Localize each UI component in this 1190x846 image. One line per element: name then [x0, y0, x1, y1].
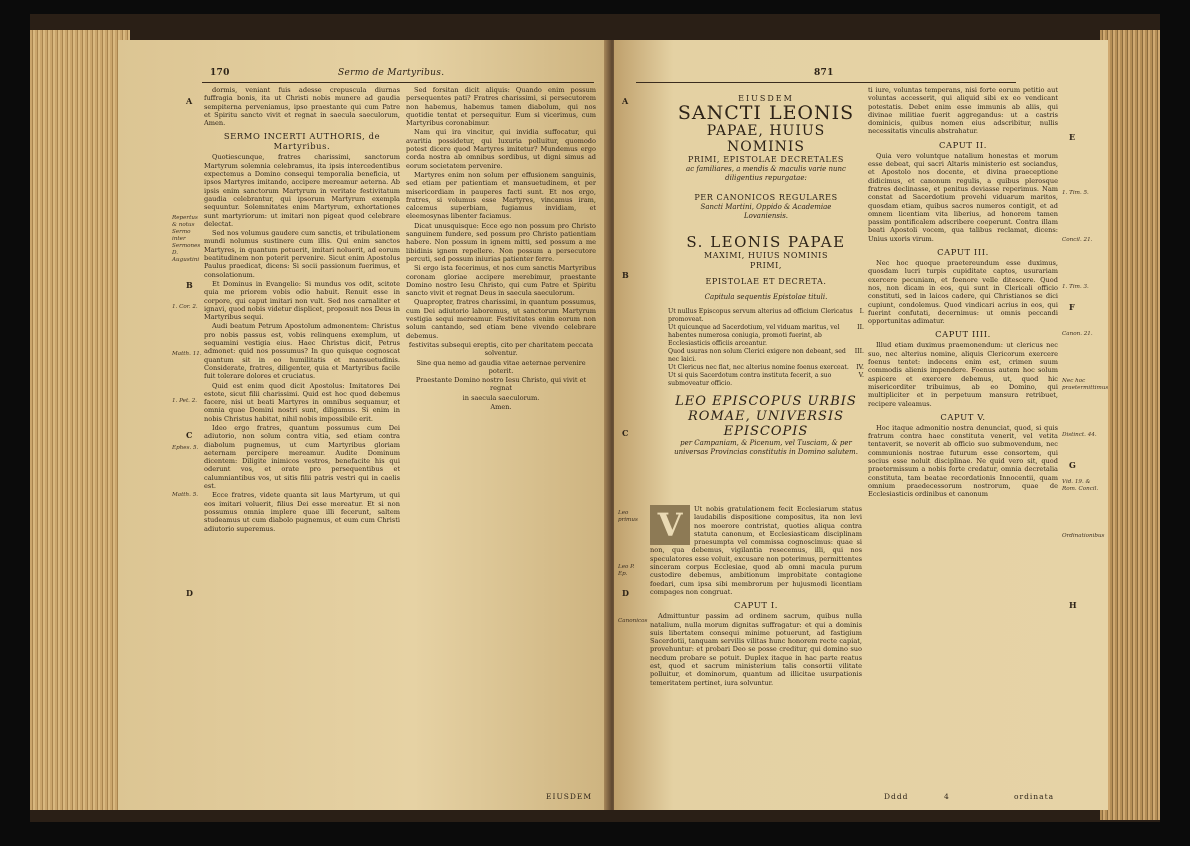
right-page [614, 40, 1108, 810]
paragraph: Martyres enim non solum per effusionem sanguinis, sed etiam per patientiam et mansuetudinem, et per misericordiam in pauperes facti sunt. Et nos ergo, fratres, si volumus esse Martyres, vincamus iram, calcemus superbiam, fugiamus invidiam, et eleemosynas libenter faciamus. [406, 170, 596, 221]
title-sancti-martini: Sancti Martini, Oppido & Academiae [700, 203, 832, 211]
margin-note: Matth. 5. [172, 492, 199, 498]
sermon-heading: SERMO INCERTI AUTHORIS, de Martyribus. [223, 131, 381, 152]
title-repurgatae: diligentius repurgatae: [725, 174, 807, 182]
title-s-leonis-papae: S. LEONIS PAPAE [686, 233, 846, 251]
margin-letter: G [1069, 460, 1076, 470]
paragraph: Si ergo ista fecerimus, et nos cum sanctis Martyribus coronam gloriae accipere merebimur, praestante Domino nostro Iesu Christo, qui cum Patre et Spiritu sancto vivit et regnat Deus in saecula saeculorum. [406, 264, 596, 298]
paragraph: Quapropter, fratres charissimi, in quantum possumus, cum Dei adiutorio laboremus, ut sanctorum Martyrum vestigia sequi mereamur. Festivitates enim eorum non solum cantando, sed etiam bene vivendo celebrare debemus. [406, 298, 596, 340]
margin-letter: C [622, 428, 629, 438]
closing-line: festivitas subsequi ereptis, cito per charitatem peccata solventur. [408, 340, 594, 358]
margin-note: Canon. 21. [1062, 331, 1093, 337]
paragraph: Nam qui ira vincitur, qui invidia suffocatur, qui avaritia possidetur, qui luxuria polluitur, quomodo potest dicere quod Martyres imitetur? Mundemus ergo corda nostra ab omnibus sordibus, ut digni simus ad eorum societatem pervenire. [406, 128, 596, 170]
leo-episcopus-heading: LEO EPISCOPUS URBIS ROMAE, UNIVERSIS EPISCOPIS [675, 394, 857, 439]
paragraph: Ideo ergo fratres, quantum possumus cum Dei adiutorio, non solum contra vitia, sed etiam contra diabolum pugnemus, ut cum Martyribus gloriam aeternam percipere mereamur. Audite Dominum dicentem: Diligite inimicos vestros, benefacite his qui oderunt vos, et orate pro persequentibus et calumniantibus vos, ut sitis filii patris vestri qui in caelis est. [204, 423, 400, 491]
paragraph: ti iure, voluntas temperans, nisi forte eorum petitio aut voluntas accesserit, qui aliquid sibi ex eo vendicant potestatis. Debet enim esse immunis ab aliis, qui divinae militiae fuerit aggregandus: ut a castris dominicis, quibus nomen eius adscribitur, nullis necessitatis vinculis abstrahatur. [868, 86, 1058, 136]
margin-letter: E [1069, 132, 1076, 142]
margin-note: Canonicos [618, 618, 648, 624]
paragraph: Admittuntur passim ad ordinem sacrum, quibus nulla natalium, nulla morum dignitas suffragatur: et qui a dominis suis libertatem consequi minime potuerunt, ad fastigium Sacerdotii, tanquam servilis vilitas hunc honorem recte capiat, provehuntur: et probari Deo se posse creditur, qui domino suo necdum probare se potuit. Duplex itaque in hac parte reatus est, quod et sacrum ministerium talis consortii vilitate polluitur, et dominorum, quantum ad illicitae usurpationis temeritatem pertinet, iura solvuntur. [650, 612, 862, 687]
margin-note: 1. Cor. 2. [172, 304, 198, 310]
leo-salutation: per Campaniam, & Picenum, vel Tusciam, & per universas Provincias constitutis in Domino salutem. [674, 439, 858, 456]
margin-note: 1. Tim. 3. [1062, 284, 1089, 290]
closing-line: Sine qua nemo ad gaudia vitae aeternae pervenire poterit. [416, 358, 586, 375]
title-maximi: MAXIMI, HUIUS NOMINIS [703, 251, 829, 260]
head-rule [202, 82, 594, 83]
margin-note: Distinct. 44. [1062, 432, 1097, 438]
margin-letter: B [622, 270, 629, 280]
closing-line: in saecula saeculorum. [462, 393, 540, 402]
left-running-head: Sermo de Martyribus. [338, 68, 445, 78]
decorated-initial-v: V [650, 505, 690, 545]
margin-letter: B [186, 280, 193, 290]
paragraph: Ut nobis gratulationem fecit Ecclesiarum status laudabilis dispositione compositus, ita non levi nos moerore contristat, quoties aliqua contra statuta canonum, et Ecclesiasticam disciplinam praesumpta vel commissa cognoscimus: quae si non, qua debemus, vigilantia resecemus, illi, qui nos speculatores esse voluit, excusare non poterimus, permittentes sinceram corpus Ecclesiae, quod ab omni macula purum custodire debemus, ambitionum improbitate contagione foedari, cum ipsa sibi membrorum per hujusmodi licentiam compages non congruat. [650, 505, 862, 596]
title-canonicos: PER CANONICOS REGULARES [694, 193, 838, 202]
margin-note: 1. Tim. 5. [1062, 190, 1089, 196]
chapter-heading: CAPUT V. [940, 411, 986, 422]
paragraph: Sed forsitan dicit aliquis: Quando enim possum persequentes pati? Fratres charissimi, si persecutorem non habemus, habemus tamen diabolum, qui nos quotidie tentat et persequitur. Eum si vicerimus, cum Martyribus coronabimur. [406, 86, 596, 128]
margin-note: 1. Pet. 2. [172, 398, 198, 404]
left-column-2 [406, 86, 596, 766]
margin-note: Leo primus [618, 510, 638, 523]
capitula-heading: Capitula sequentis Epistolae tituli. [704, 293, 828, 301]
paragraph: Et Dominus in Evangelio: Si mundus vos odit, scitote quia me priorem vobis odio habuit. Renuit esse in corpore, qui caput imitari non vult. Sed nos carnaliter et ignavi, quod nobis videtur displicet, proposuit nos Deus in Martyribus sequi. [204, 279, 400, 322]
right-page-edges [1100, 30, 1160, 820]
title-lovaniensis: Lovaniensis. [743, 212, 789, 220]
capitula-list [668, 308, 864, 388]
right-outer-margin-notes [1062, 190, 1108, 580]
chapter-heading: CAPUT IIII. [935, 329, 991, 340]
paragraph: Sed nos volumus gaudere cum sanctis, et tribulationem mundi nolumus sustinere cum illis. Qui enim sanctos Martyres, in quantum potuerit, imitari noluerit, ad eorum beatitudinem non poterit pervenire. Sicut enim Apostolus Paulus praedicat, dicens: Si socii passionum fuerimus, et consolationum. [204, 229, 400, 279]
margin-note: Ordinationibus [1062, 533, 1105, 539]
paragraph: dormis, veniant fuis adesse crepuscula diurnas fuffragia bonis, ita ut Christi nobis munere ad gaudia sempiterna perveniamus, ipso praestante qui cum Patre et Spiritu sancto vivit et regnat in saecula saeculorum, Amen. [204, 86, 400, 128]
title-eiusdem: EIUSDEM [738, 94, 794, 103]
left-margin-notes [172, 215, 204, 539]
title-block [668, 94, 864, 457]
chapter-heading: CAPUT III. [937, 247, 989, 258]
left-page [118, 40, 610, 810]
capitula-item: Quod usuras non solum Clerici exigere non debeant, sed nec laici. III. [668, 348, 864, 363]
margin-letter: A [622, 96, 629, 106]
closing-line: Praestante Domino nostro Iesu Christo, qui vivit et regnat [415, 376, 587, 393]
margin-letter: D [622, 588, 629, 598]
title-familiares: ac familiares, a mendis & maculis varie nunc [686, 165, 846, 173]
paragraph: Hoc itaque admonitio nostra denunciat, quod, si quis fratrum contra haec constituta venerit, vel vetita tentaverit, se noverit ab officio suo submovendum, nec communionis nostrae futurum esse consortem, qui socius esse noluit disciplinae. Ne quid vero sit, quod praetermissum a nobis forte credatur, omnia decretalia constituta, tam beatae recordationis Innocentii, quam omnium praedecessorum nostrorum, quae de Ecclesiasticis ordinibus et canonum [868, 423, 1058, 499]
signature-mark: Dddd [884, 792, 909, 801]
paragraph: Illud etiam duximus praemonendum: ut clericus nec suo, nec alterius nomine, aliquis Clericorum exercere foenus tentet: indecens enim est, crimen suum commodis alienis impendere. Foenus autem hoc solum aspicere et exercere debemus, ut, quod hic misericorditer tribuimus, ab eo Domino, qui multipliciter et in perpetuum mansura retribuet, recipere valeamus. [868, 341, 1058, 408]
left-folio: 170 [210, 68, 230, 78]
paragraph: Audi beatum Petrum Apostolum admonentem: Christus pro nobis passus est, vobis relinquens exemplum, ut sequamini vestigia eius. Haec Christus dicit, Petrus admonet: quid nos possumus? In quo quisque cognoscat quantum sit in eo humilitatis et mansuetudinis. Considerate, fratres, diligenter, quia et Martyribus facile fuit tolerare dolores et cruciatus. [204, 322, 400, 381]
title-sancti-leonis: SANCTI LEONIS [677, 102, 855, 124]
capitula-item: Ut Clericus nec fiat, nec alterius nomine foenus exerceat. IV. [668, 364, 864, 371]
left-catchword: EIUSDEM [546, 792, 593, 801]
right-folio: 871 [814, 68, 834, 78]
margin-letter: F [1069, 302, 1075, 312]
margin-note: Concil. 21. [1062, 237, 1093, 243]
closing-amen: Amen. [490, 402, 512, 411]
margin-note: Ephes. 5. [172, 445, 199, 451]
paragraph: Quotiescunque, fratres charissimi, sanctorum Martyrum solemnia celebramus, ita ipsis intercedentibus expectemus a Domino consequi temporalia beneficia, ut ipsos Martyres imitando, accipere mereamur aeterna. Ab ipsis enim sanctorum Martyrum in veritate festivitatum gaudia celebrantur, qui ipsorum Martyrum exempla sequuntur. Solemnitates enim Martyrum, exhortationes sunt martyriorum: ut imitari non pigeat quod celebrare delectat. [204, 153, 400, 228]
capitula-item: Ut quicunque ad Sacerdotium, vel viduam maritus, vel habentes numerosa coniugia, promoti fuerint, ab Ecclesiasticis officiis arceantur. II. [668, 324, 864, 347]
paragraph: Nec hoc quoque praetereundum esse duximus, quosdam lucri turpis cupiditate captos, usurariam exercere pecuniam, et foenore velle ditescere. Quod nos, non dicam in eos, qui sunt in Clericali officio constituti, sed in laicos cadere, qui Christianos se dici cupiunt, condolemus. Quod vindicari acrius in eos, qui fuerint confutati, decernimus: ut omnis peccandi opportunitas adimatur. [868, 259, 1058, 326]
chapter-heading: CAPUT I. [733, 600, 779, 611]
title-papae: PAPAE, HUIUS NOMINIS [706, 123, 826, 155]
capitula-item: Ut nullus Episcopus servum alterius ad officium Clericatus promoveat. I. [668, 308, 864, 323]
right-catchword: ordinata [1014, 792, 1055, 801]
margin-note: Nec hoc praetermittimus [1062, 378, 1108, 391]
paragraph: Ecce fratres, videte quanta sit laus Martyrum, ut qui eos imitari voluerit, filius Dei esse mereatur. Et si non possumus omnia implere quae illi fecerunt, saltem studeamus ut cum diabolo pugnemus, et eum cum Christi adiutorio superemus. [204, 491, 400, 533]
left-page-edges [30, 30, 130, 810]
title-primi: PRIMI, EPISTOLAE DECRETALES [688, 155, 844, 164]
left-column-1 [204, 86, 400, 786]
margin-note: Matth. 11. [172, 351, 202, 357]
margin-letter: A [186, 96, 193, 106]
title-epistolae: EPISTOLAE ET DECRETA. [705, 277, 827, 286]
title-primi-2: PRIMI, [749, 261, 783, 270]
margin-letter: H [1069, 600, 1077, 610]
head-rule [636, 82, 1016, 83]
chapter-heading: CAPUT II. [939, 139, 987, 150]
paragraph: Quia vero voluntque natalium honestas et morum esse debeat, qui sacri Altaris ministerio est sociandus, et Apostolo nos docente, et divina praeceptione didicimus, et canonum regulis, a quibus plerosque fratres declinasse, et penitus deviasse reperimus. Nam constat ad Sacerdotium provehi viduarum maritos, quosdam etiam, quibus sacros numeros contigit, et ad omnem licentiam vita liberius, ad honorem tamen passim pontificalem adscribere coeperunt. Contra illam beati Apostoli vocem, qua talibus reclamat, dicens: Unius uxoris virum. [868, 151, 1058, 243]
margin-letter: C [186, 430, 193, 440]
margin-note: Repertus & notus Sermo inter Sermones D. Augustini [172, 215, 201, 263]
capitula-item: Ut si quis Sacerdotum contra instituta fecerit, a suo submoveatur officio. V. [668, 372, 864, 387]
margin-note: Vid. 19. & Rom. Concil. [1062, 479, 1099, 492]
right-inner-margin-notes [618, 510, 648, 665]
paragraph: Dicat unusquisque: Ecce ego non possum pro Christo sanguinem fundere, sed possum pro Christo patientiam habere. Non possum in ignem mitti, sed possum a me libidinis ignem repellere. Non possum a persecutore percuti, sed possum iniurias patienter ferre. [406, 221, 596, 263]
right-column-2 [868, 86, 1058, 786]
signature-number: 4 [944, 792, 950, 801]
margin-note: Leo P. Ep. [618, 564, 635, 577]
paragraph: Quid est enim quod dicit Apostolus: Imitatores Dei estote, sicut filii charissimi. Quid est hoc quod debemus facere, nisi ut beati Martyres in omnibus sequamur, et omnia quae Domini nostri sunt, diligamus. Si enim in nobis Christus habitat, nihil nobis impossibile erit. [204, 381, 400, 423]
right-column-1 [650, 505, 862, 795]
margin-letter: D [186, 588, 193, 598]
